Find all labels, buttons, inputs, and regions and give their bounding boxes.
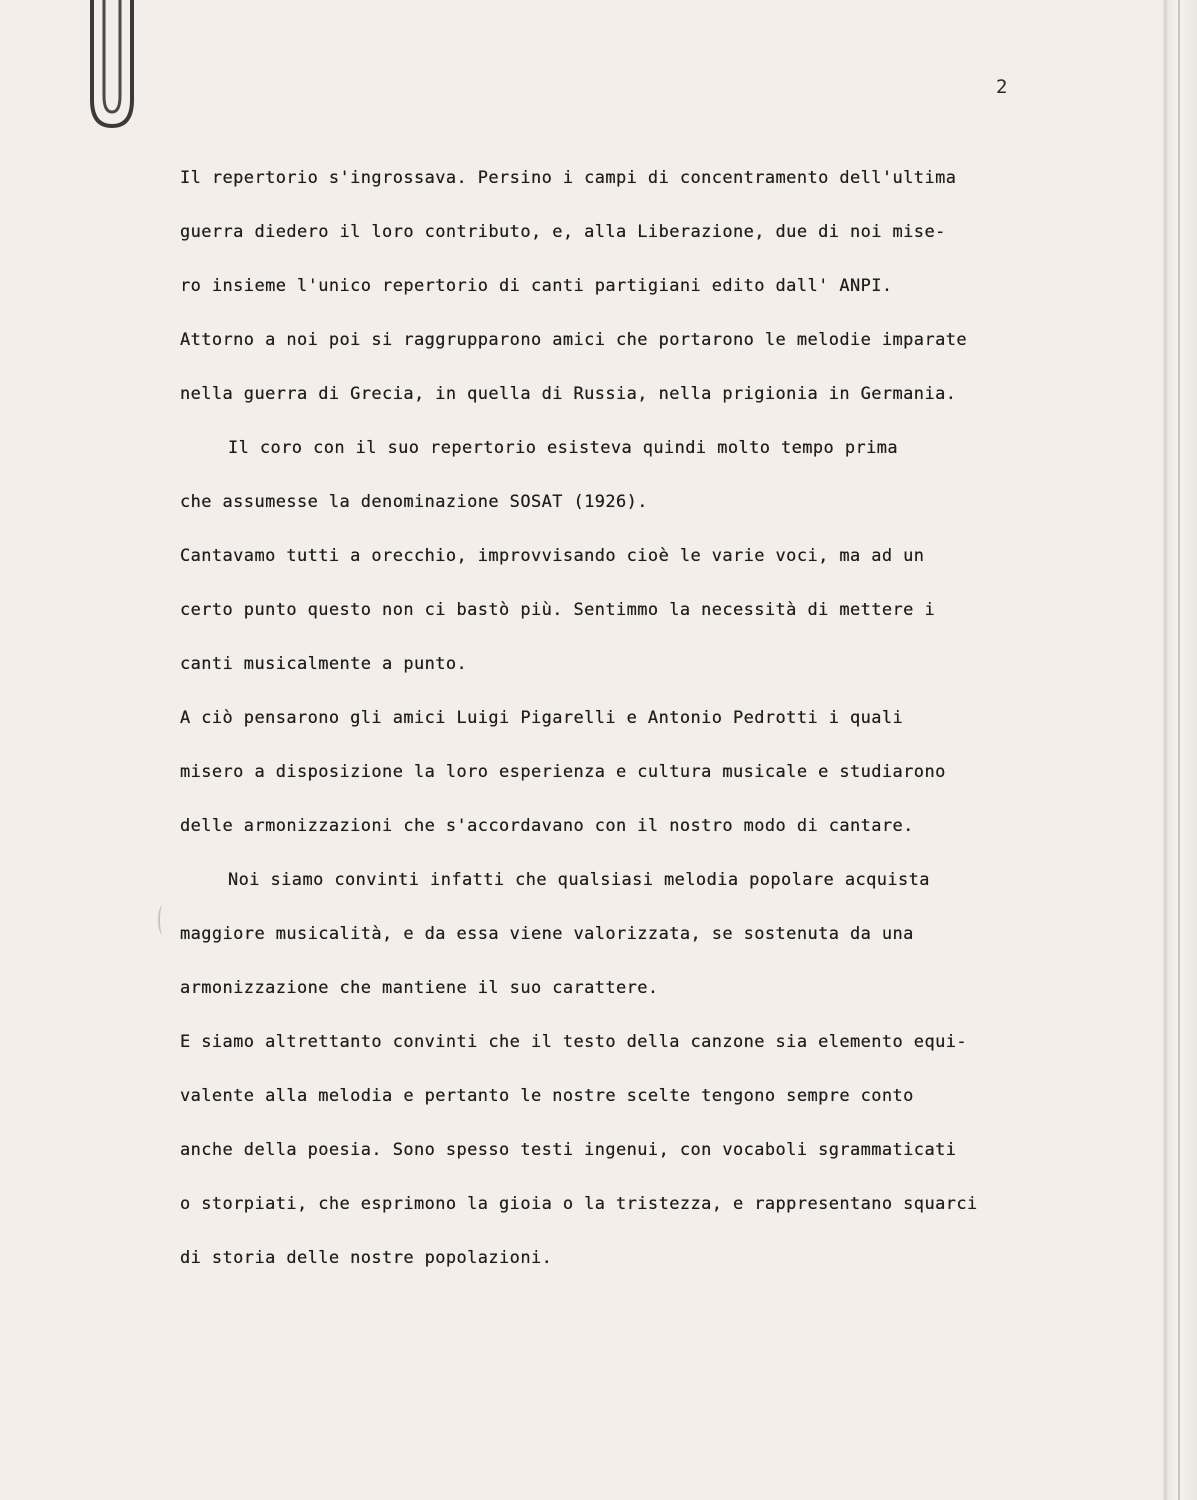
text-line: Il coro con il suo repertorio esisteva quindi molto tempo prima [228,438,898,458]
text-line: Il repertorio s'ingrossava. Persino i campi di concentramento dell'ultima [180,168,957,188]
text-line: delle armonizzazioni che s'accordavano con il nostro modo di cantare. [180,816,914,836]
text-line: guerra diedero il loro contributo, e, alla Liberazione, due di noi mise- [180,222,946,242]
text-line: Cantavamo tutti a orecchio, improvvisando cioè le varie voci, ma ad un [180,546,925,566]
text-line: canti musicalmente a punto. [180,654,468,674]
text-line: maggiore musicalità, e da essa viene valorizzata, se sostenuta da una [180,924,914,944]
text-line: di storia delle nostre popolazioni. [180,1248,553,1268]
text-line: valente alla melodia e pertanto le nostre scelte tengono sempre conto [180,1086,914,1106]
text-line: certo punto questo non ci bastò più. Sentimmo la necessità di mettere i [180,600,936,620]
page-number: 2 [996,76,1008,98]
text-line: armonizzazione che mantiene il suo carattere. [180,978,659,998]
text-line: Noi siamo convinti infatti che qualsiasi melodia popolare acquista [228,870,930,890]
text-line: che assumesse la denominazione SOSAT (1926). [180,492,648,512]
text-line: anche della poesia. Sono spesso testi ingenui, con vocaboli sgrammaticati [180,1140,957,1160]
page-stack-edge-line [1178,0,1180,1500]
page-stack-edge [1165,0,1197,1500]
text-line: nella guerra di Grecia, in quella di Russia, nella prigionia in Germania. [180,384,957,404]
text-line: Attorno a noi poi si raggrupparono amici che portarono le melodie imparate [180,330,967,350]
text-line: ro insieme l'unico repertorio di canti partigiani edito dall' ANPI. [180,276,893,296]
text-line: A ciò pensarono gli amici Luigi Pigarelli e Antonio Pedrotti i quali [180,708,904,728]
text-line: misero a disposizione la loro esperienza e cultura musicale e studiarono [180,762,946,782]
margin-mark [158,905,168,935]
text-line: E siamo altrettanto convinti che il testo della canzone sia elemento equi- [180,1032,967,1052]
text-line: o storpiati, che esprimono la gioia o la tristezza, e rappresentano squarci [180,1194,978,1214]
paperclip-icon [78,0,148,135]
